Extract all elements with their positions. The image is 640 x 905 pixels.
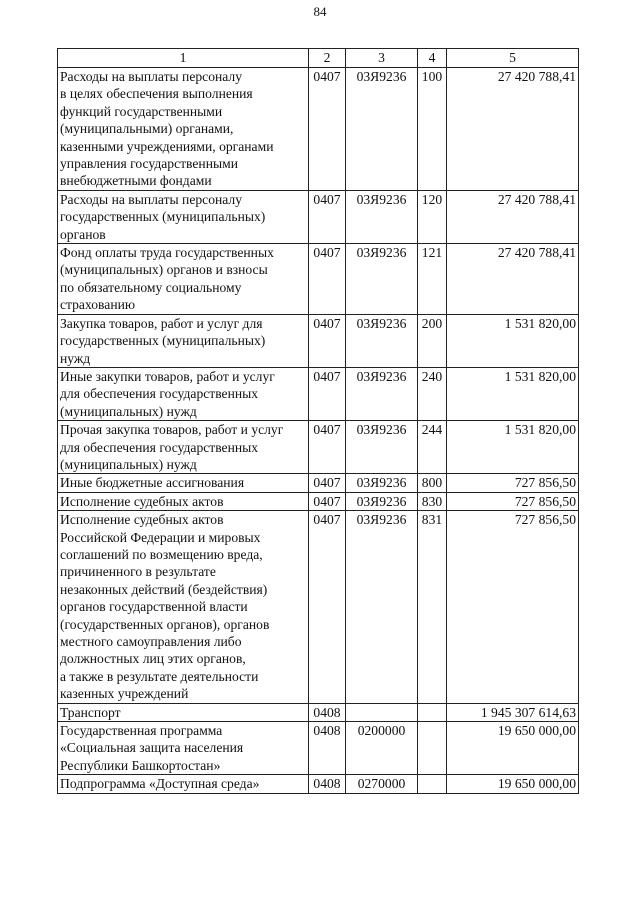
table-row bbox=[58, 775, 579, 793]
expense-type-cell: 800 bbox=[418, 474, 447, 492]
row-name-cell: Расходы на выплаты персоналу государственных (муниципальных) органов bbox=[58, 190, 309, 243]
row-name-cell: Исполнение судебных актов bbox=[58, 492, 309, 510]
table-row bbox=[58, 190, 579, 243]
target-article-cell: 0200000 bbox=[346, 722, 418, 775]
row-name-cell: Прочая закупка товаров, работ и услуг для обеспечения государственных (муниципальных) нужд bbox=[58, 421, 309, 474]
row-name-cell: Подпрограмма «Доступная среда» bbox=[58, 775, 309, 793]
target-article-cell: 03Я9236 bbox=[346, 314, 418, 367]
header-cell-4: 4 bbox=[418, 49, 447, 68]
amount-cell: 727 856,50 bbox=[447, 511, 579, 703]
row-name-cell: Государственная программа «Социальная защита населения Республики Башкортостан» bbox=[58, 722, 309, 775]
section-code-cell: 0407 bbox=[309, 68, 346, 191]
header-cell-3: 3 bbox=[346, 49, 418, 68]
section-code-cell: 0407 bbox=[309, 492, 346, 510]
row-name-cell: Иные закупки товаров, работ и услуг для обеспечения государственных (муниципальных) нужд bbox=[58, 367, 309, 420]
table-row bbox=[58, 314, 579, 367]
expense-type-cell bbox=[418, 722, 447, 775]
amount-cell: 19 650 000,00 bbox=[447, 722, 579, 775]
section-code-cell: 0407 bbox=[309, 367, 346, 420]
amount-cell: 27 420 788,41 bbox=[447, 68, 579, 191]
target-article-cell: 03Я9236 bbox=[346, 244, 418, 315]
section-code-cell: 0407 bbox=[309, 190, 346, 243]
section-code-cell: 0407 bbox=[309, 474, 346, 492]
row-name-cell: Закупка товаров, работ и услуг для государственных (муниципальных) нужд bbox=[58, 314, 309, 367]
expense-type-cell bbox=[418, 775, 447, 793]
expense-type-cell: 200 bbox=[418, 314, 447, 367]
table-row bbox=[58, 421, 579, 474]
amount-cell: 27 420 788,41 bbox=[447, 244, 579, 315]
target-article-cell: 03Я9236 bbox=[346, 474, 418, 492]
amount-cell: 1 945 307 614,63 bbox=[447, 703, 579, 721]
header-cell-2: 2 bbox=[309, 49, 346, 68]
section-code-cell: 0407 bbox=[309, 511, 346, 703]
table-row bbox=[58, 703, 579, 721]
row-name-cell: Иные бюджетные ассигнования bbox=[58, 474, 309, 492]
table-row bbox=[58, 68, 579, 191]
section-code-cell: 0407 bbox=[309, 421, 346, 474]
target-article-cell: 03Я9236 bbox=[346, 367, 418, 420]
target-article-cell: 03Я9236 bbox=[346, 68, 418, 191]
row-name-cell: Транспорт bbox=[58, 703, 309, 721]
expense-type-cell: 100 bbox=[418, 68, 447, 191]
header-cell-5: 5 bbox=[447, 49, 579, 68]
row-name-cell: Исполнение судебных актов Российской Федерации и мировых соглашений по возмещению вреда, причиненного в результате незаконных действий (бездействия) органов государственной власти (государственных органов), органов местного самоуправления либо должностных лиц этих органов, а также в результате деятельности казенных учреждений bbox=[58, 511, 309, 703]
expense-type-cell bbox=[418, 703, 447, 721]
section-code-cell: 0408 bbox=[309, 722, 346, 775]
amount-cell: 19 650 000,00 bbox=[447, 775, 579, 793]
target-article-cell: 0270000 bbox=[346, 775, 418, 793]
expense-type-cell: 120 bbox=[418, 190, 447, 243]
table-row bbox=[58, 492, 579, 510]
section-code-cell: 0407 bbox=[309, 244, 346, 315]
amount-cell: 1 531 820,00 bbox=[447, 421, 579, 474]
target-article-cell: 03Я9236 bbox=[346, 190, 418, 243]
expense-type-cell: 240 bbox=[418, 367, 447, 420]
page-number: 84 bbox=[313, 4, 327, 19]
table-row bbox=[58, 511, 579, 703]
expense-type-cell: 121 bbox=[418, 244, 447, 315]
target-article-cell bbox=[346, 703, 418, 721]
amount-cell: 727 856,50 bbox=[447, 492, 579, 510]
budget-table bbox=[57, 48, 579, 794]
target-article-cell: 03Я9236 bbox=[346, 421, 418, 474]
target-article-cell: 03Я9236 bbox=[346, 492, 418, 510]
row-name-cell: Расходы на выплаты персоналу в целях обеспечения выполнения функций государственными (муниципальными) органами, казенными учреждениями, органами управления государственными внебюджетными фондами bbox=[58, 68, 309, 191]
amount-cell: 27 420 788,41 bbox=[447, 190, 579, 243]
table-row bbox=[58, 722, 579, 775]
amount-cell: 727 856,50 bbox=[447, 474, 579, 492]
expense-type-cell: 244 bbox=[418, 421, 447, 474]
header-cell-1: 1 bbox=[58, 49, 309, 68]
row-name-cell: Фонд оплаты труда государственных (муниципальных) органов и взносы по обязательному социальному страхованию bbox=[58, 244, 309, 315]
expense-type-cell: 830 bbox=[418, 492, 447, 510]
section-code-cell: 0408 bbox=[309, 703, 346, 721]
amount-cell: 1 531 820,00 bbox=[447, 314, 579, 367]
section-code-cell: 0408 bbox=[309, 775, 346, 793]
expense-type-cell: 831 bbox=[418, 511, 447, 703]
amount-cell: 1 531 820,00 bbox=[447, 367, 579, 420]
section-code-cell: 0407 bbox=[309, 314, 346, 367]
table-row bbox=[58, 244, 579, 315]
target-article-cell: 03Я9236 bbox=[346, 511, 418, 703]
header-row bbox=[58, 49, 579, 68]
table-row bbox=[58, 474, 579, 492]
table-row bbox=[58, 367, 579, 420]
